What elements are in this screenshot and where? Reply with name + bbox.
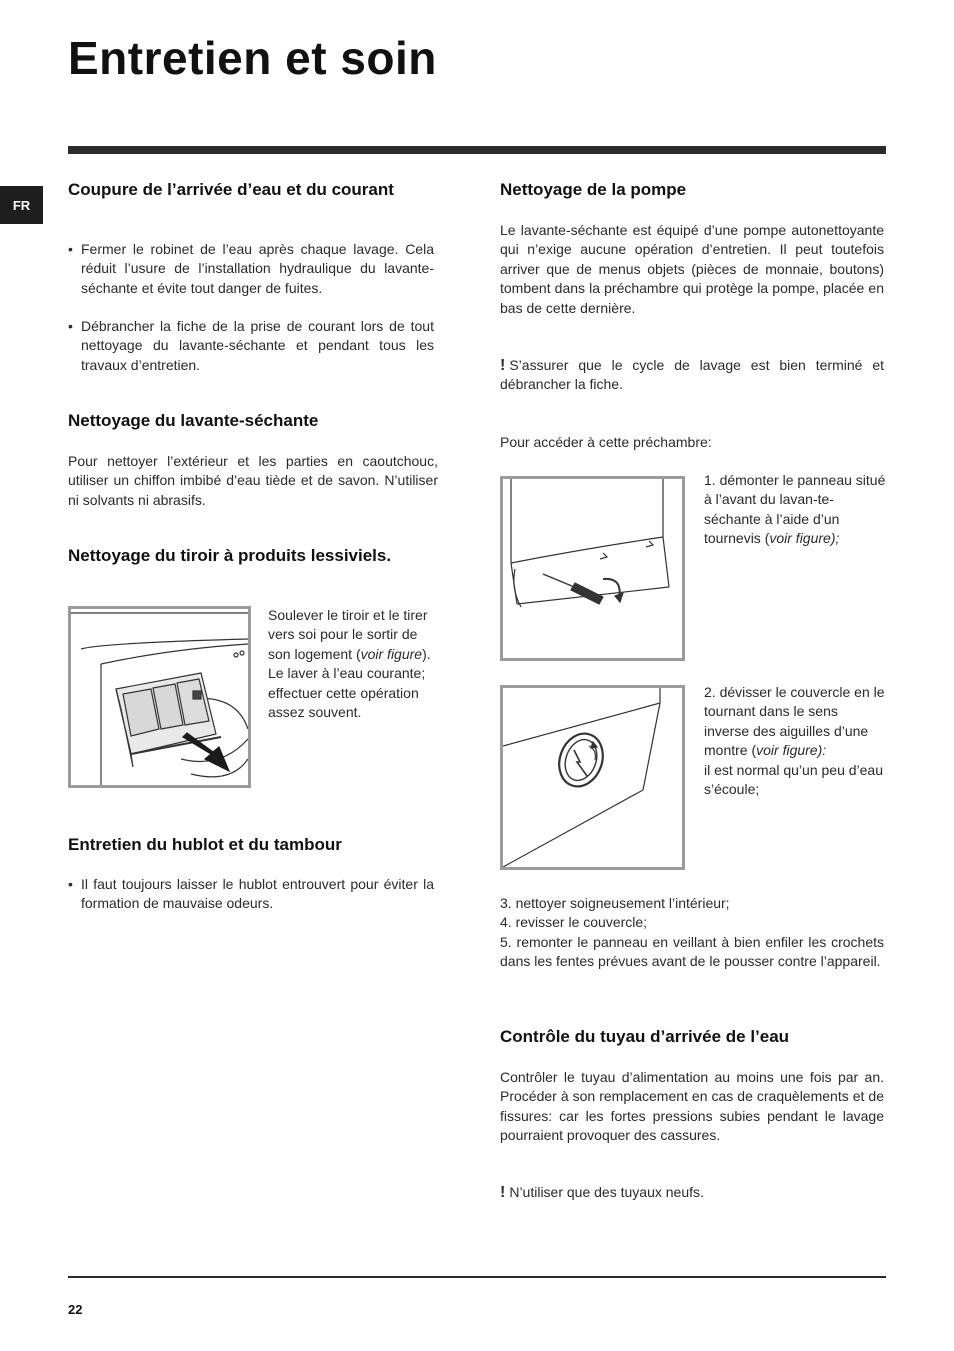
bullet-mark: •: [68, 876, 73, 892]
paragraph: [268, 606, 438, 722]
language-tab: FR: [0, 186, 43, 224]
section-title-cleaning-machine: Nettoyage du lavante-séchante: [68, 411, 319, 430]
step-text: 2. dévisser le couvercle en le tournant dans le sens inverse des aiguilles d’une montre (: [704, 684, 885, 759]
see-figure-ref: voir figure: [769, 530, 831, 547]
warning-mark: !: [500, 357, 506, 374]
warning-mark: !: [500, 1184, 506, 1201]
section-title-water-power-cutoff: Coupure de l’arrivée d’eau et du courant: [68, 180, 394, 199]
warning-note: [500, 1183, 884, 1202]
paragraph: Contrôler le tuyau d’alimentation au moins une fois par an. Procéder à son remplacement en cas de craquèlements et de fissures: car les fortes pressions subies pendant le lavage pourraient provoquer des cassures.: [500, 1069, 884, 1144]
paragraph: Le lavante-séchante est équipé d’une pompe autonettoyante qui n’exige aucune opération d’entretien. Il peut toutefois arriver que de menus objets (pièces de monnaie, boutons) tombent dans la préchambre qui protège la pompe, placée en bas de cette dernière.: [500, 222, 884, 316]
step-5: 5. remonter le panneau en veillant à bien enfiler les crochets dans les fentes prévues avant de le pousser contre l’appareil.: [500, 934, 884, 970]
header-rule: [68, 146, 886, 154]
see-figure-ref: voir figure: [360, 645, 423, 662]
drawer-instructions-text: ).: [422, 645, 431, 662]
drawer-instructions-text: Le laver à l’eau courante; effectuer cette opération assez souvent.: [268, 665, 426, 721]
warning-text: N’utiliser que des tuyaux neufs.: [509, 1184, 704, 1200]
panel-removal-figure: [500, 476, 685, 661]
drawer-instructions-text: Soulever le tiroir et le tirer vers soi pour le sortir de son logement (: [268, 607, 428, 662]
bullet-text: Il faut toujours laisser le hublot entrouvert pour éviter la formation de mauvaise odeurs.: [81, 876, 434, 912]
warning-note: [500, 356, 884, 395]
step-text: 1. démonter le panneau situé à l’avant du lavan-te-séchante à l’aide d’un tournevis (: [704, 472, 886, 547]
pump-cover-figure: [500, 685, 685, 870]
section-title-inlet-hose: Contrôle du tuyau d’arrivée de l’eau: [500, 1027, 790, 1046]
bullet-text: Fermer le robinet de l’eau après chaque lavage. Cela réduit l’usure de l’installation hydraulique du lavante-séchante et évite tout danger de fuites.: [81, 241, 434, 296]
bullet-item: [68, 240, 434, 298]
step-2: [704, 683, 886, 799]
section-title-pump-cleaning: Nettoyage de la pompe: [500, 180, 687, 199]
step-4: 4. revisser le couvercle;: [500, 914, 648, 930]
warning-text: S’assurer que le cycle de lavage est bien terminé et débrancher la fiche.: [500, 357, 884, 393]
bullet-item: [68, 875, 434, 914]
step-text: il est normal qu’un peu d’eau s’écoule;: [704, 761, 884, 798]
bullet-item: [68, 317, 434, 375]
page-title: Entretien et soin: [68, 32, 437, 84]
bullet-text: Débrancher la fiche de la prise de courant lors de tout nettoyage du lavante-séchante et pendant tous les travaux d’entretien.: [81, 318, 434, 373]
bullet-mark: •: [68, 318, 73, 334]
detergent-drawer-figure: [68, 606, 251, 788]
section-title-porthole-drum: Entretien du hublot et du tambour: [68, 835, 342, 854]
see-figure-ref: voir figure: [756, 742, 818, 759]
step-3: 3. nettoyer soigneusement l’intérieur;: [500, 895, 730, 911]
step-1: [704, 471, 886, 549]
bullet-mark: •: [68, 241, 73, 257]
paragraph: Pour nettoyer l’extérieur et les parties en caoutchouc, utiliser un chiffon imbibé d’eau tiède et de savon. N’utiliser ni solvants ni abrasifs.: [68, 453, 438, 508]
step-text: );: [830, 530, 840, 547]
section-title-detergent-drawer: Nettoyage du tiroir à produits lessiviels.: [68, 546, 392, 565]
footer-rule: [68, 1276, 886, 1278]
step-text: ):: [817, 742, 827, 759]
page-number: 22: [68, 1302, 83, 1317]
paragraph: Pour accéder à cette préchambre:: [500, 434, 712, 450]
